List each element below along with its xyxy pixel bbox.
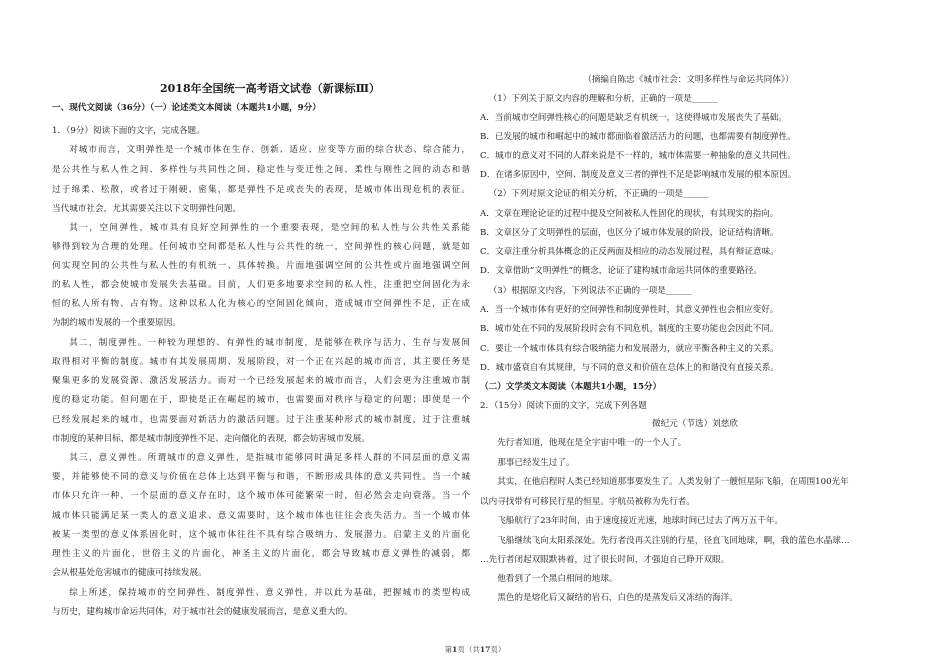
- right-text-line: 2．（15分）阅读下面的文字，完成下列各题: [480, 401, 647, 411]
- left-text-line: 当代城市社会，尤其需要关注以下文明弹性问题。: [52, 204, 242, 214]
- right-text-line: （摘编自陈忠《城市社会：文明多样性与命运共同体》）: [583, 75, 794, 85]
- left-text-line: 何实现空间的公共性与私人性的有机统一、具体转换。片面地强调空间的公共性或片面地强调空间: [52, 261, 470, 271]
- right-text-line: C．要让一个城市体具有综合吸纳能力和发展潜力，就应平衡各种主义的关系。: [480, 344, 779, 354]
- left-text-line: 聚集更多的发展资源、激活发展活力。而对一个已经发展起来的城市而言，人们会更为注重城市制: [52, 376, 470, 386]
- right-text-line: B．已发展的城市和崛起中的城市都面临着激活活力的问题，也都需要有制度弹性。: [480, 132, 796, 142]
- left-text-line: 其三，意义弹性。所谓城市的意义弹性，是指城市能够同时满足多样人群的不同层面的意义需: [69, 453, 470, 463]
- right-text-line: 先行者知道，他现在是全宇宙中唯一的一个人了。: [497, 438, 687, 448]
- left-text-line: 要，并能够使不同的意义与价值在总体上达到平衡与和谐，不断形成具体的意义共同性。当一个城: [52, 472, 470, 482]
- right-text-line: D．在诸多原因中，空间、制度及意义三者的弹性不足是影响城市发展的根本原因。: [480, 170, 797, 180]
- right-text-line: （1）下列关于原文内容的理解和分析，正确的一项是______: [488, 94, 718, 104]
- left-text-line: 够得到较为合理的处理。任何城市空间都是私人性与公共性的统一，空间弹性的核心问题，就是如: [52, 242, 470, 252]
- left-text-line: 取得相对平衡的制度。城市有其发展周期、发展阶段，对一个正在兴起的城市而言，其主要任务是: [52, 357, 470, 367]
- left-text-line: 恒的私人所有物、占有物。这种以私人化为核心的空间固化倾向，造成城市空间弹性不足，正在成: [52, 299, 470, 309]
- right-text-line: B．城市处在不同的发展阶段时会有不同危机，制度的主要功能也会因此不同。: [480, 324, 779, 334]
- left-text-line: 其二，制度弹性。一种较为理想的、有弹性的城市制度，是能够在秩序与活力、生存与发展间: [69, 338, 470, 348]
- left-text-line: 度的稳定功能。但问题在于，即使是正在崛起的城市，也需要面对秩序与稳定的问题；即使是一个: [52, 395, 470, 405]
- right-text-line: 黑色的是熔化后又凝结的岩石，白色的是蒸发后又冻结的海洋。: [497, 593, 738, 603]
- right-text-line: D．城市盛衰自有其规律，与不同的意义和价值在总体上的和谐没有直接关系。: [480, 363, 780, 373]
- left-text-line: 被某一类型的意义体系固化时，这个城市体往往不具有综合吸纳力、发展潜力。启蒙主义的片面化: [52, 530, 470, 540]
- left-text-line: 的私人性，都会使城市发展失去基础。目前，人们更多地要求空间的私人性，注重把空间固化为永: [52, 280, 470, 290]
- left-text-line: 会从根基处危害城市的健康可持续发展。: [52, 568, 207, 578]
- left-text-line: 为制约城市发展的一个重要原因。: [52, 318, 181, 328]
- page-footer: [0, 644, 950, 655]
- footer-page-number: 1: [452, 645, 458, 654]
- right-text-line: （二）文学类文本阅读（本题共1小题，15分）: [480, 382, 662, 392]
- right-text-line: C．文章注重分析具体概念的正反两面及相应的动态发展过程，具有辩证意味。: [480, 247, 779, 257]
- exam-title: 2018年全国统一高考语文试卷（新课标Ⅲ）: [159, 82, 380, 95]
- right-text-line: A．当一个城市体有更好的空间弹性和制度弹性时，其意义弹性也会相应变好。: [480, 305, 779, 315]
- left-text-line: 市体只允许一种、一个层面的意义存在时，这个城市体可能繁荣一时，但必然会走向衰落。当一个: [52, 491, 470, 501]
- left-text-line: 过于绵柔、松散，或者过于刚硬、密集，都是弹性不足或丧失的表现，是城市体出现危机的表征。: [52, 185, 470, 195]
- right-text-line: 飞船继续飞向太阳系深处。先行者没再关注别的行星，径直飞回地球，啊，我的蓝色水晶球…: [497, 536, 850, 546]
- footer-total-pages: 17: [479, 645, 491, 654]
- left-text-line: 已经发展起来的城市，也需要面对新活力的激活问题。过于注重某种形式的城市制度，过于注重城: [52, 415, 470, 425]
- right-text-line: （2）下列对原文论证的相关分析，不正确的一项是______: [488, 189, 709, 199]
- left-text-line: 1．（9分）阅读下面的文字，完成各题。: [52, 126, 205, 136]
- right-text-line: C．城市的意义对不同的人群来说是不一样的，城市体需要一种抽象的意义共同性。: [480, 151, 796, 161]
- right-text-line: 其实，在他启程时人类已经知道那事要发生了。人类发射了一艘恒星际飞船，在周围100光年: [497, 477, 849, 487]
- left-text-line: 城市体只能满足某一类人的意义追求、意义需要时，这个城市体也往往会丧失活力。当一个城市体: [52, 511, 470, 521]
- right-text-line: 微纪元（节选）刘慈欣: [652, 419, 738, 429]
- left-text-line: 综上所述，保持城市的空间弹性、制度弹性、意义弹性，并以此为基础，把握城市的类型构成: [69, 588, 470, 598]
- right-text-line: 那事已经发生过了。: [497, 458, 575, 468]
- left-text-line: 理性主义的片面化，世俗主义的片面化，神圣主义的片面化，都会导致城市意义弹性的减弱，都: [52, 549, 470, 559]
- left-text-line: 对城市而言，文明弹性是一个城市体在生存、创新、适应、应变等方面的综合状态、综合能力，: [69, 145, 470, 155]
- right-text-line: 以内寻找带有可移民行星的恒星。宇航员被称为先行者。: [480, 497, 695, 507]
- right-text-line: A．当前城市空间弹性核心的问题是缺乏有机统一，这使得城市发展丧失了基础。: [480, 113, 787, 123]
- right-text-line: A．文章在理论论证的过程中提及空间被私人性固化的现状，有其现实的指向。: [480, 209, 779, 219]
- right-text-line: 飞船航行了23年时间，由于速度接近光速，地球时间已过去了两万五千年。: [497, 516, 784, 526]
- left-text-line: 其一，空间弹性，城市具有良好空间弹性的一个重要表现，是空间的私人性与公共性关系能: [69, 223, 470, 233]
- footer-suffix: 页）: [490, 645, 506, 654]
- left-text-line: 是公共性与私人性之间、多样性与共同性之间、稳定性与变迁性之间、柔性与刚性之间的动态和谐: [52, 165, 470, 175]
- footer-middle: 页（共: [457, 645, 480, 654]
- left-text-line: 市制度的某种目标，都是城市制度弹性不足、走向僵化的表现，都会妨害城市发展。: [52, 434, 370, 444]
- right-text-line: （3）根据原文内容，下列说法不正确的一项是______: [488, 286, 692, 296]
- left-text-line: 一、现代文阅读（36分）（一）论述类文本阅读（本题共1小题，9分）: [52, 103, 321, 113]
- right-text-line: D．文章借助“文明弹性”的概念，论证了建构城市命运共同体的重要路径。: [480, 266, 763, 276]
- right-text-line: 他看到了一个黑白相间的地球。: [497, 574, 618, 584]
- right-text-line: B．文章区分了文明弹性的层面，也区分了城市体发展的阶段，论证结构清晰。: [480, 228, 779, 238]
- footer-prefix: 第: [444, 645, 453, 654]
- left-text-line: 与历史，建构城市命运共同体，对于城市社会的健康发展而言，是意义重大的。: [52, 607, 353, 617]
- right-text-line: …先行者闭起双眼默祷着，过了很长时间，才强迫自己睁开双眼。: [480, 555, 730, 565]
